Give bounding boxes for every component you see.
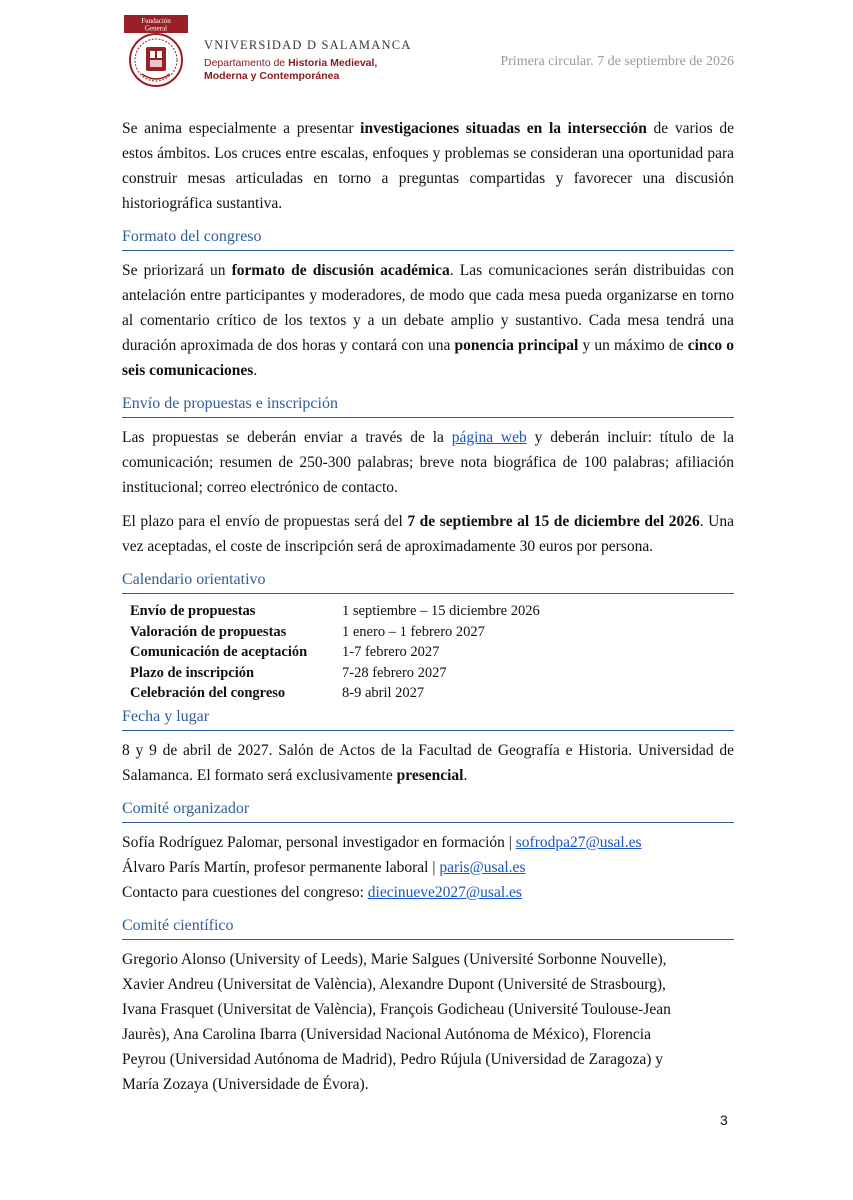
calendar-label: Plazo de inscripción: [130, 664, 255, 681]
page-header: [122, 14, 734, 89]
cientifico-line: María Zozaya (Universidade de Évora).: [122, 1075, 369, 1093]
pagina-web-link[interactable]: página web: [451, 429, 527, 446]
cientifico-line: Ivana Frasquet (Universitat de València), François Godicheau (Université Toulouse-Jean: [122, 1000, 671, 1018]
table-row: [130, 642, 540, 663]
formato-paragraph: Se priorizará un formato de discusión académica. Las comunicaciones serán distribuidas con antelación entre participantes y moderadores, de modo que cada mesa pueda organizarse en torno al comentario crítico de los textos y a un debate amplio y sustantivo. Cada mesa tendrá una duración aproximada de dos horas y contará con una ponencia principal y un máximo de cinco o seis comunicaciones.: [122, 262, 735, 379]
section-heading-formato: Formato del congreso: [122, 225, 734, 251]
email-link-diecinueve2027[interactable]: diecinueve2027@usal.es: [367, 883, 522, 901]
calendar-value: 1-7 febrero 2027: [342, 644, 440, 660]
table-row: [130, 683, 540, 704]
calendar-value: 1 septiembre – 15 diciembre 2026: [342, 603, 540, 619]
svg-text:Fundación: Fundación: [141, 17, 171, 25]
fundacion-general-logo: [122, 14, 190, 89]
calendar-table: [130, 601, 540, 704]
calendar-label: Comunicación de aceptación: [130, 644, 308, 660]
section-heading-organizador: Comité organizador: [122, 797, 734, 823]
email-link-paris[interactable]: paris@usal.es: [439, 858, 526, 876]
cientifico-line: Peyrou (Universidad Autónoma de Madrid), Pedro Rújula (Universidad de Zaragoza) y: [122, 1050, 664, 1068]
table-row: [130, 622, 540, 643]
table-row: [130, 663, 540, 684]
cientifico-line: Jaurès), Ana Carolina Ibarra (Universidad Nacional Autónoma de México), Florencia: [122, 1025, 651, 1043]
circular-date: Primera circular. 7 de septiembre de 2026: [500, 54, 734, 69]
page-number: 3: [720, 1112, 728, 1128]
section-heading-calendario: Calendario orientativo: [122, 568, 734, 594]
calendar-value: 7-28 febrero 2027: [342, 664, 447, 681]
university-name: VNIVERSIDAD D SALAMANCA: [204, 38, 412, 52]
cientifico-line: Xavier Andreu (Universitat de València), Alexandre Dupont (Université de Strasbourg),: [122, 975, 666, 993]
department-name: Departamento de Historia Medieval, Moderna y Contemporánea: [204, 57, 378, 82]
calendar-label: Valoración de propuestas: [130, 623, 287, 640]
calendar-label: Envío de propuestas: [130, 603, 256, 619]
calendar-value: 1 enero – 1 febrero 2027: [342, 623, 485, 640]
fecha-paragraph: 8 y 9 de abril de 2027. Salón de Actos de la Facultad de Geografía e Historia. Universidad de Salamanca. El formato será exclusivamente presencial.: [122, 741, 734, 784]
intro-paragraph: Se anima especialmente a presentar investigaciones situadas en la intersección de varios de estos ámbitos. Los cruces entre escalas, enfoques y problemas se consideran una oportunidad para construir mesas articuladas en torno a preguntas compartidas y favorecer una discusión historiográfica sustantiva.: [122, 120, 734, 212]
email-link-sofrodpa27[interactable]: sofrodpa27@usal.es: [515, 833, 642, 851]
section-heading-fecha: Fecha y lugar: [122, 705, 734, 731]
svg-text:General: General: [144, 24, 168, 33]
organizador-paragraph: Sofía Rodríguez Palomar, personal investigador en formación | sofrodpa27@usal.es Álvaro París Martín, profesor permanente laboral | paris@usal.es Contacto para cuestiones del congreso: diecinueve2027@usal.es: [122, 833, 642, 901]
calendar-value: 8-9 abril 2027: [342, 685, 425, 701]
calendar-label: Celebración del congreso: [130, 685, 286, 701]
section-heading-cientifico: Comité científico: [122, 914, 734, 940]
cientifico-line: Gregorio Alonso (University of Leeds), Marie Salgues (Université Sorbonne Nouvelle),: [122, 950, 667, 968]
section-heading-envio: Envío de propuestas e inscripción: [122, 392, 734, 418]
document-body: [122, 116, 734, 1106]
table-row: [130, 601, 540, 622]
envio-paragraph-requirements: Las propuestas se deberán enviar a través de la página web y deberán incluir: título de la comunicación; resumen de 250-300 palabras; breve nota biográfica de 100 palabras; afiliación institucional; correo electrónico de contacto.: [122, 429, 735, 496]
envio-paragraph-deadline: El plazo para el envío de propuestas será del 7 de septiembre al 15 de diciembre del 2026. Una vez aceptadas, el coste de inscripción será de aproximadamente 30 euros por persona.: [122, 513, 734, 555]
cientifico-paragraph: [122, 947, 734, 1097]
